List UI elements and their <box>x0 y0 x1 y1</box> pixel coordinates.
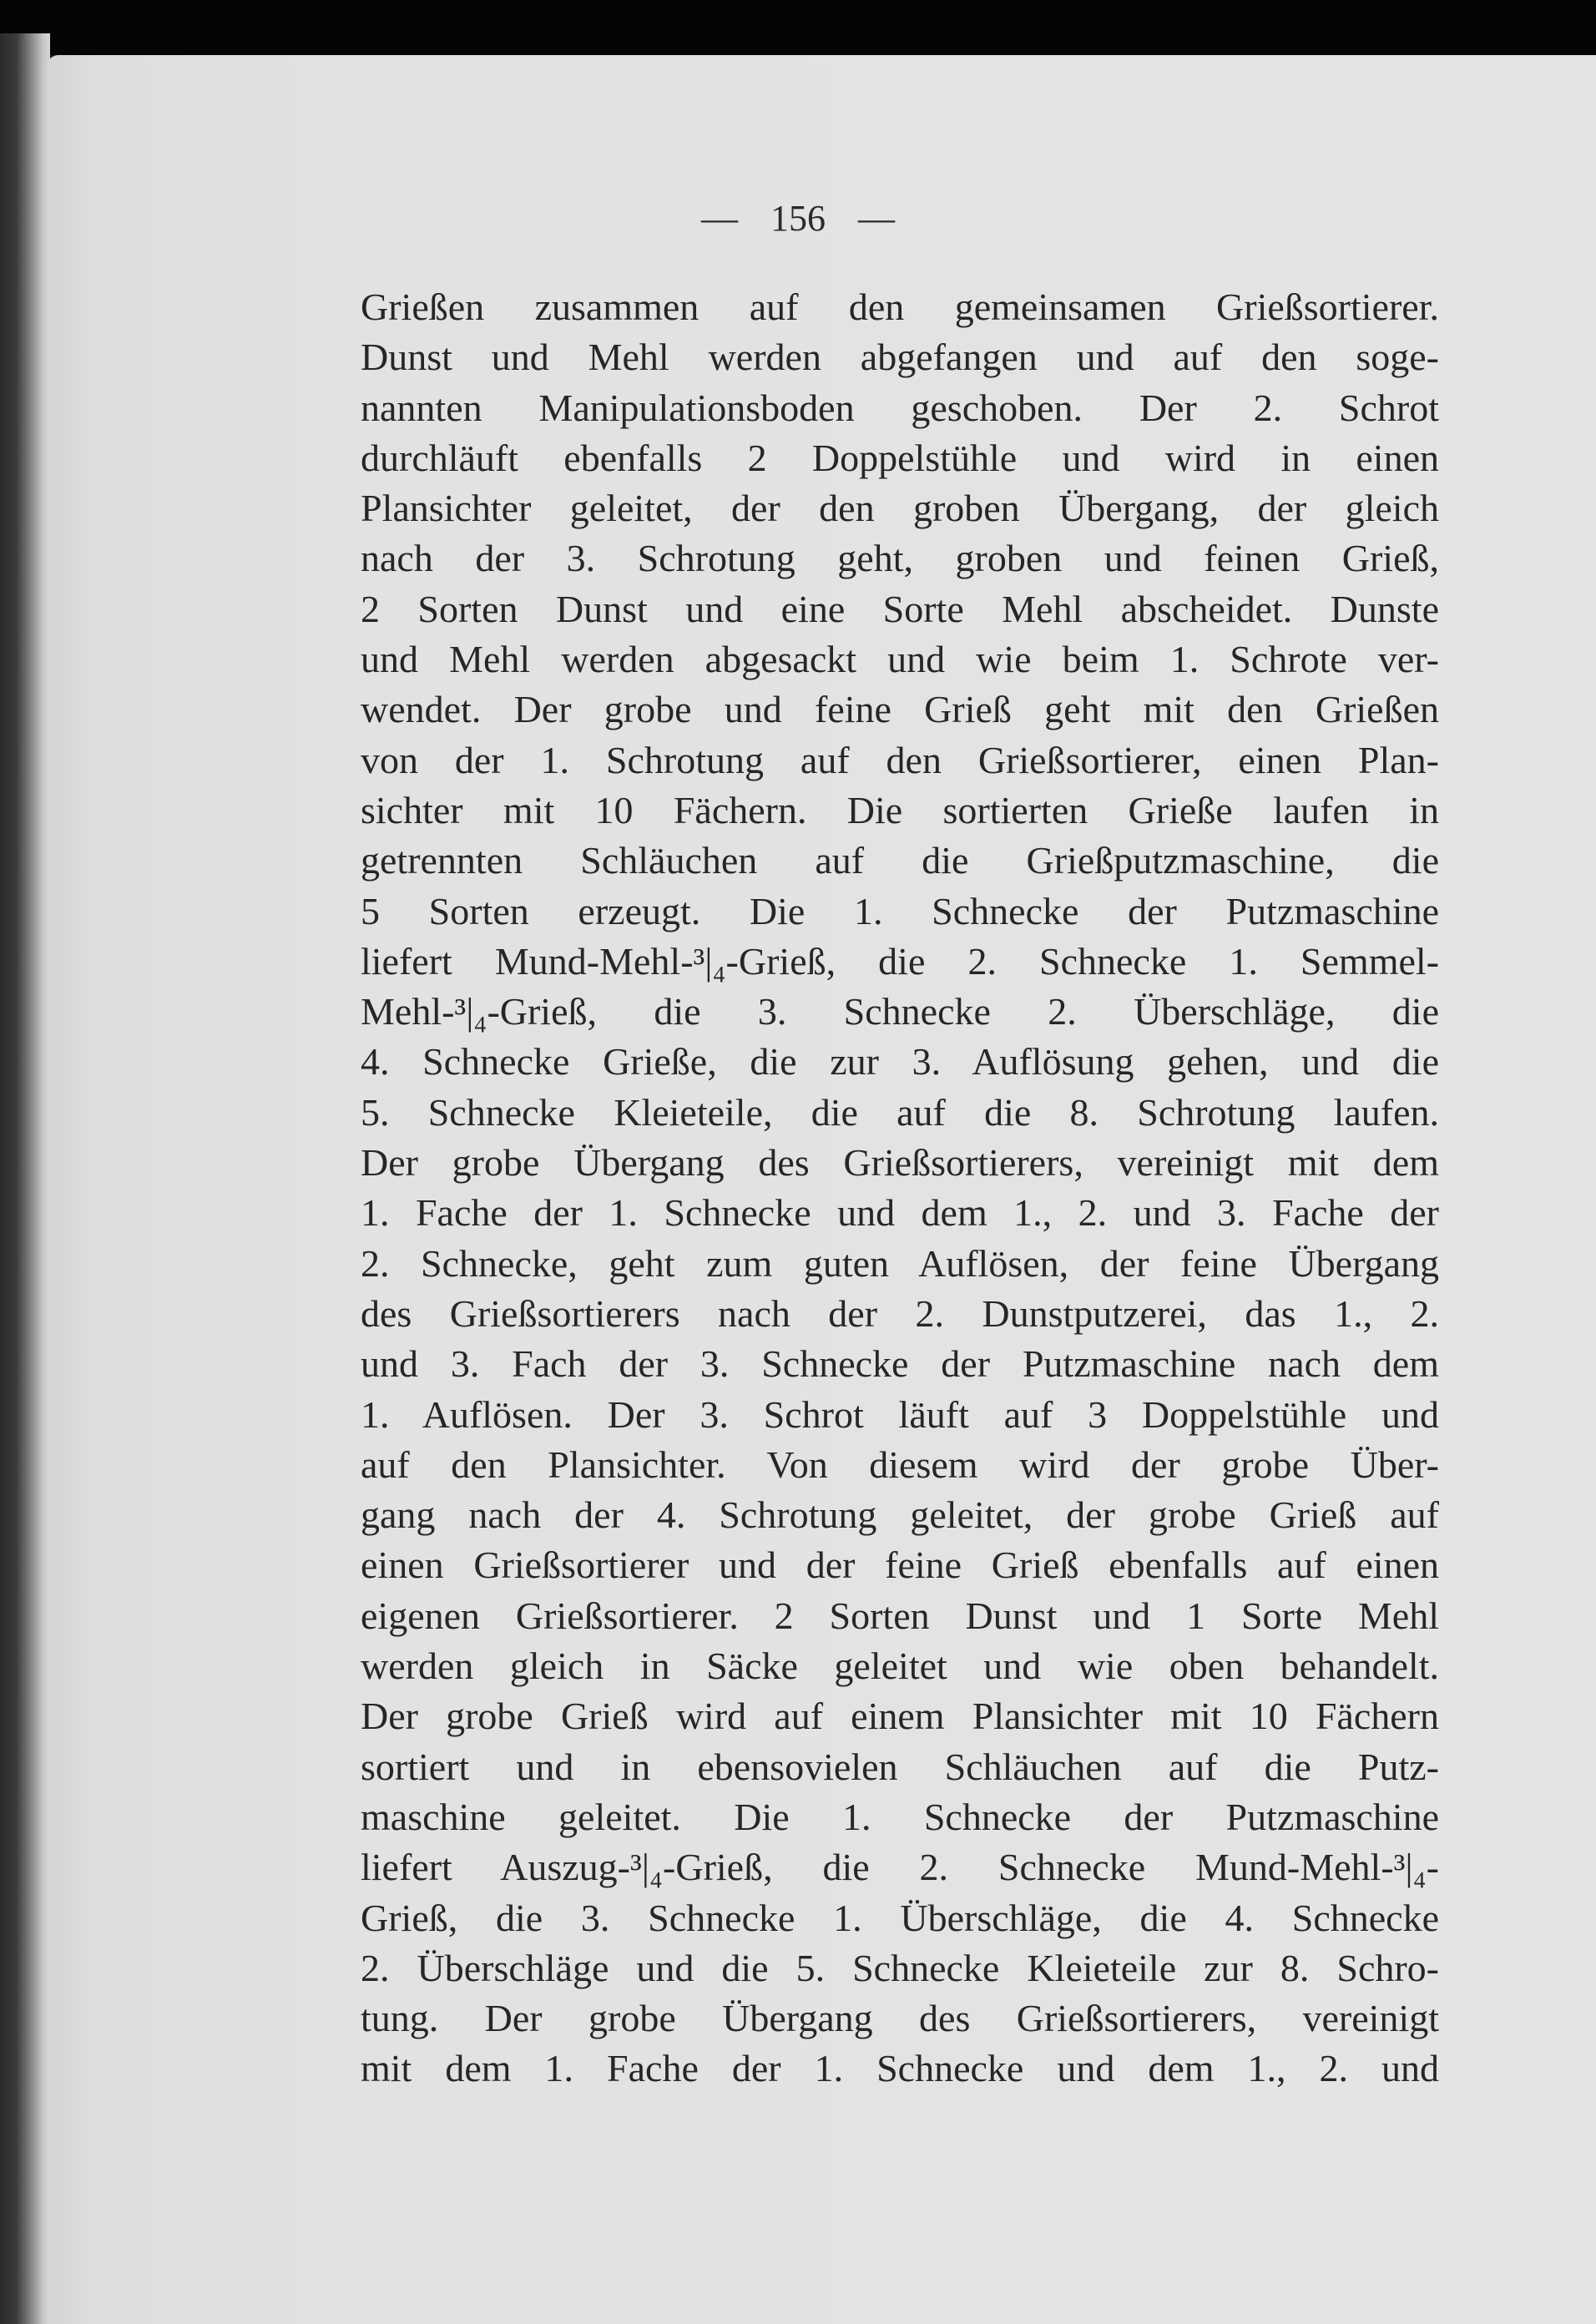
text-line-content: 1. Auflösen. Der 3. Schrot läuft auf 3 Doppelstühle und <box>361 1392 1439 1436</box>
text-line <box>361 1088 1439 1138</box>
text-line-content: 2. Überschläge und die 5. Schnecke Kleieteile zur 8. Schro- <box>361 1946 1439 1989</box>
text-line-content: Grießen zusammen auf den gemeinsamen Grießsortierer. <box>361 285 1439 328</box>
text-line-content: eigenen Grießsortierer. 2 Sorten Dunst und 1 Sorte Mehl <box>361 1594 1439 1637</box>
text-line <box>361 584 1439 634</box>
text-line-content: Mehl-³|₄-Grieß, die 3. Schnecke 2. Überschläge, die <box>361 990 1439 1033</box>
scan-top-border <box>0 0 1596 55</box>
text-line-content: Der grobe Übergang des Grießsortierers, vereinigt mit dem <box>361 1141 1439 1185</box>
text-line-content: 4. Schnecke Grieße, die zur 3. Auflösung gehen, und die <box>361 1040 1439 1084</box>
text-line <box>361 786 1439 836</box>
text-line <box>361 1188 1439 1238</box>
text-line-content: 5. Schnecke Kleieteile, die auf die 8. Schrotung laufen. <box>361 1090 1439 1134</box>
text-line <box>361 1943 1439 1993</box>
text-line-content: Der grobe Grieß wird auf einem Plansichter mit 10 Fächern <box>361 1695 1439 1738</box>
text-line-content: Grieß, die 3. Schnecke 1. Überschläge, die 4. Schnecke <box>361 1896 1439 1939</box>
text-line-content: wendet. Der grobe und feine Grieß geht mit den Grießen <box>361 688 1439 731</box>
text-line-content: Dunst und Mehl werden abgefangen und auf den soge- <box>361 336 1439 379</box>
text-line-content: von der 1. Schrotung auf den Grießsortierer, einen Plan- <box>361 738 1439 781</box>
text-line <box>361 1742 1439 1792</box>
text-line-content: durchläuft ebenfalls 2 Doppelstühle und wird in einen <box>361 436 1439 479</box>
text-line-content: liefert Auszug-³|₄-Grieß, die 2. Schnecke Mund-Mehl-³|₄- <box>361 1846 1439 1889</box>
text-line-content: auf den Plansichter. Von diesem wird der grobe Über- <box>361 1442 1439 1486</box>
text-line <box>361 1490 1439 1540</box>
text-line <box>361 1390 1439 1440</box>
text-line-content: 2 Sorten Dunst und eine Sorte Mehl abscheidet. Dunste <box>361 587 1439 630</box>
text-line-content: maschine geleitet. Die 1. Schnecke der Putzmaschine <box>361 1795 1439 1838</box>
text-line-content: des Grießsortierers nach der 2. Dunstputzerei, das 1., 2. <box>361 1291 1439 1335</box>
text-line-content: 5 Sorten erzeugt. Die 1. Schnecke der Putzmaschine <box>361 889 1439 932</box>
text-line <box>361 1691 1439 1741</box>
text-line <box>361 1842 1439 1892</box>
book-binding-edge <box>0 33 50 2324</box>
text-line <box>361 1289 1439 1339</box>
text-line <box>361 1792 1439 1842</box>
text-line <box>361 483 1439 533</box>
text-line <box>361 1893 1439 1943</box>
text-line-content: 1. Fache der 1. Schnecke und dem 1., 2. und 3. Fache der <box>361 1191 1439 1235</box>
text-line <box>361 685 1439 735</box>
text-line <box>361 2044 1439 2094</box>
text-line <box>361 1540 1439 1590</box>
text-line <box>361 1993 1439 2044</box>
text-line-content: sortiert und in ebensovielen Schläuchen auf die Putz- <box>361 1745 1439 1788</box>
text-line-content: 2. Schnecke, geht zum guten Auflösen, der feine Übergang <box>361 1241 1439 1285</box>
text-line <box>361 987 1439 1037</box>
text-line <box>361 1591 1439 1641</box>
text-line-content: liefert Mund-Mehl-³|₄-Grieß, die 2. Schnecke 1. Semmel- <box>361 939 1439 983</box>
text-line <box>361 383 1439 433</box>
text-line <box>361 937 1439 987</box>
text-line-content: einen Grießsortierer und der feine Grieß ebenfalls auf einen <box>361 1543 1439 1587</box>
text-line-content: gang nach der 4. Schrotung geleitet, der grobe Grieß auf <box>361 1493 1439 1537</box>
text-line <box>361 634 1439 685</box>
text-line-content: nannten Manipulationsboden geschoben. Der 2. Schrot <box>361 386 1439 429</box>
text-line <box>361 1138 1439 1188</box>
text-line-content: sichter mit 10 Fächern. Die sortierten Grieße laufen in <box>361 788 1439 831</box>
text-line <box>361 1440 1439 1490</box>
text-line-content: und 3. Fach der 3. Schnecke der Putzmaschine nach dem <box>361 1342 1439 1386</box>
text-line <box>361 836 1439 886</box>
text-line <box>361 1339 1439 1389</box>
page-number: — 156 — <box>701 198 895 239</box>
text-line <box>361 433 1439 483</box>
text-line <box>361 533 1439 584</box>
text-line <box>361 1037 1439 1087</box>
text-line-content: nach der 3. Schrotung geht, groben und feinen Grieß, <box>361 537 1439 580</box>
text-line-content: Plansichter geleitet, der den groben Übergang, der gleich <box>361 487 1439 530</box>
text-line-content: und Mehl werden abgesackt und wie beim 1. Schrote ver- <box>361 638 1439 681</box>
body-text <box>361 282 1439 2094</box>
text-line-content: werden gleich in Säcke geleitet und wie oben behandelt. <box>361 1644 1439 1688</box>
text-line-content: mit dem 1. Fache der 1. Schnecke und dem 1., 2. und <box>361 2047 1439 2090</box>
text-line <box>361 735 1439 786</box>
text-line-content: tung. Der grobe Übergang des Grießsortierers, vereinigt <box>361 1997 1439 2040</box>
text-line <box>361 1641 1439 1691</box>
text-line <box>361 282 1439 332</box>
text-line <box>361 1239 1439 1289</box>
text-line <box>361 332 1439 382</box>
text-line <box>361 887 1439 937</box>
text-line-content: getrennten Schläuchen auf die Grießputzmaschine, die <box>361 839 1439 882</box>
